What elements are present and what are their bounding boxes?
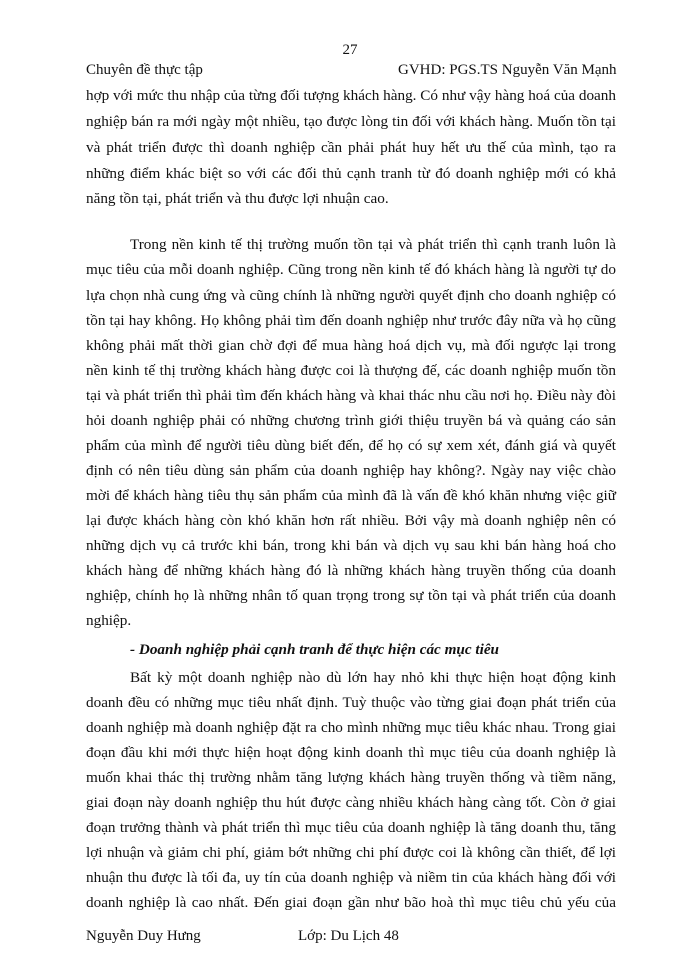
text-line: nghiệp, chính họ là những nhân tố quan trọng trong sự tồn tại và phát triển của doanh <box>86 587 616 604</box>
text-line: mục tiêu của mỗi doanh nghiệp. Cũng trong nền kinh tế đó khách hàng là người tự do <box>86 261 616 278</box>
text-line: lựa chọn nhà cung ứng và cũng chính là những người quyết định cho doanh nghiệp có <box>86 287 616 304</box>
text-line: lại được khách hàng còn khó khăn hơn rất nhiều. Bởi vậy mà doanh nghiệp nên có <box>86 512 616 529</box>
header-left: Chuyên đề thực tập <box>86 62 203 78</box>
text-line: hỏi doanh nghiệp phải có những chương trình giới thiệu truyền bá và quảng cáo sản <box>86 412 616 429</box>
text-line: phẩm của mình để người tiêu dùng biết đến, để họ có sự xem xét, đánh giá và quyết <box>86 437 616 454</box>
text-line: doanh nghiệp mà doanh nghiệp đặt ra cho mình những mục tiêu khác nhau. Trong giai <box>86 719 616 736</box>
text-line: định có nên tiêu dùng sản phẩm của doanh nghiệp hay không?. Ngày nay việc chào <box>86 462 616 479</box>
text-line: nghiệp bán ra mới ngày một nhiều, tạo được lòng tin đối với khách hàng. Muốn tồn tại <box>86 113 616 130</box>
header-right: GVHD: PGS.TS Nguyễn Văn Mạnh <box>398 62 617 78</box>
text-line: mời để khách hàng tiêu thụ sản phẩm của mình đã là vấn đề khó khăn nhưng việc giữ <box>86 487 616 504</box>
text-line: doanh nghiệp là cao nhất. Đến giai đoạn gần như bão hoà thì mục tiêu chủ yếu của <box>86 894 616 911</box>
text-line: Bất kỳ một doanh nghiệp nào dù lớn hay nhỏ khi thực hiện hoạt động kinh <box>130 669 616 686</box>
text-line: tại và phát triển thì phải tìm đến khách hàng và khai thác nhu cầu nơi họ. Điều này đòi <box>86 387 616 404</box>
text-line: Trong nền kinh tế thị trường muốn tồn tại và phát triển thì cạnh tranh luôn là <box>130 236 616 253</box>
text-line: năng tồn tại, phát triển và thu được lợi nhuận cao. <box>86 190 389 207</box>
text-line: giai đoạn này doanh nghiệp thu hút được càng nhiều khách hàng càng tốt. Còn ở giai <box>86 794 616 811</box>
text-line: khách hàng để những khách hàng đó là những khách hàng truyền thống của doanh <box>86 562 616 579</box>
text-line: hợp với mức thu nhập của từng đối tượng khách hàng. Có như vậy hàng hoá của doanh <box>86 87 616 104</box>
footer-right: Lớp: Du Lịch 48 <box>298 928 399 944</box>
text-line: và phát triển được thì doanh nghiệp cần phải phát huy hết ưu thế của mình, tạo ra <box>86 139 616 156</box>
text-line: tồn tại hay không. Họ không phải tìm đến doanh nghiệp như trước đây nữa và họ cũng <box>86 312 616 329</box>
text-line: nghiệp. <box>86 612 132 629</box>
text-line: không phải mất thời gian chờ đợi để mua hàng hoá dịch vụ, mà đối ngược lại trong <box>86 337 616 354</box>
text-line: nhuận thu được là tối đa, uy tín của doanh nghiệp và niềm tin của khách hàng đối với <box>86 869 616 886</box>
text-line: lợi nhuận và giảm chi phí, giảm bớt những chi phí được coi là không cần thiết, để lợi <box>86 844 616 861</box>
text-line: những điểm khác biệt so với các đối thủ cạnh tranh từ đó doanh nghiệp mới có khả <box>86 165 616 182</box>
section-heading: - Doanh nghiệp phải cạnh tranh để thực hiện các mục tiêu <box>130 641 500 658</box>
text-line: những dịch vụ cả trước khi bán, trong khi bán và dịch vụ sau khi bán hàng hoá cho <box>86 537 616 554</box>
page-number: 27 <box>342 42 358 58</box>
text-line: muốn khai thác thị trường nhằm tăng lượng khách hàng truyền thống và tiềm năng, <box>86 769 616 786</box>
text-line: đoạn đầu khi mới thực hiện hoạt động kinh doanh thì mục tiêu của doanh nghiệp là <box>86 744 616 761</box>
text-line: nền kinh tế thị trường khách hàng được coi là thượng đế, các doanh nghiệp muốn tồn <box>86 362 616 379</box>
footer-left: Nguyễn Duy Hưng <box>86 928 201 944</box>
text-line: đoạn trưởng thành và phát triển thì mục tiêu của doanh nghiệp là tăng doanh thu, tăng <box>86 819 616 836</box>
text-line: doanh đều có những mục tiêu nhất định. Tuỳ thuộc vào từng giai đoạn phát triển của <box>86 694 616 711</box>
